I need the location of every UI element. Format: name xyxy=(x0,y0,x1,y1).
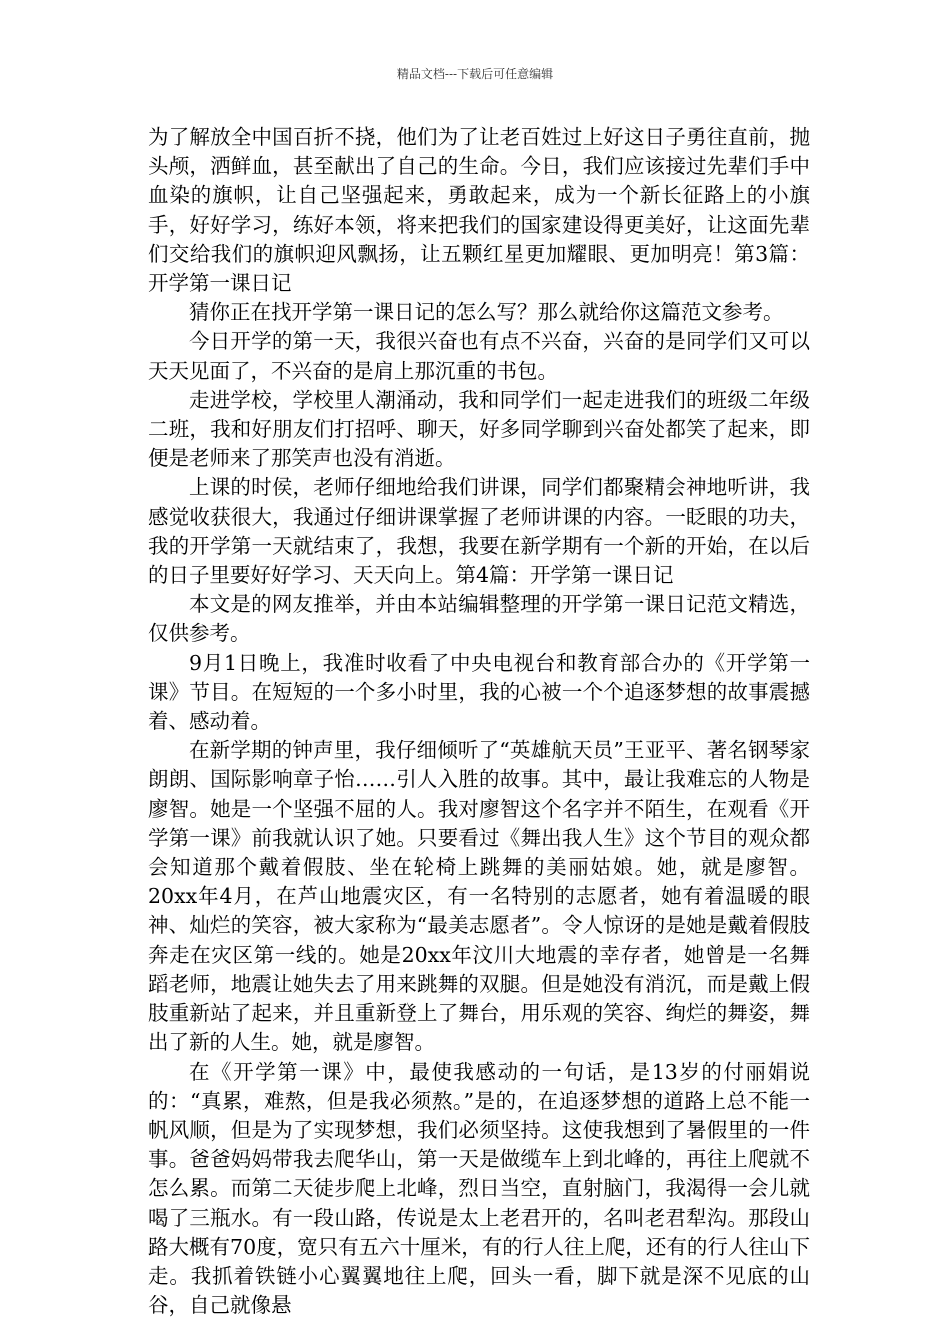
paragraph-1: 为了解放全中国百折不挠，他们为了让老百姓过上好这日子勇往直前，抛头颅，洒鲜血，甚至献出了自己的生命。今日，我们应该接过先辈们手中血染的旗帜，让自己坚强起来，勇敢起来，成为一个新长征路上的小旗手，好好学习，练好本领，将来把我们的国家建设得更美好，让这面先辈们交给我们的旗帜迎风飘扬，让五颗红星更加耀眼、更加明亮！第3篇：开学第一课日记 xyxy=(148,125,810,296)
paragraph-6: 本文是的网友推举，并由本站编辑整理的开学第一课日记范文精选，仅供参考。 xyxy=(148,592,810,646)
paragraph-4: 走进学校，学校里人潮涌动，我和同学们一起走进我们的班级二年级二班，我和好朋友们打招呼、聊天，好多同学聊到兴奋处都笑了起来，即便是老师来了那笑声也没有消逝。 xyxy=(148,387,810,471)
paragraph-2: 猜你正在找开学第一课日记的怎么写？那么就给你这篇范文参考。 xyxy=(189,300,784,325)
paragraph-8: 在新学期的钟声里，我仔细倾听了“英雄航天员”王亚平、著名钢琴家朗朗、国际影响章子怡……引人入胜的故事。其中，最让我难忘的人物是廖智。她是一个坚强不屈的人。我对廖智这个名字并不陌生，在观看《开学第一课》前我就认识了她。只要看过《舞出我人生》这个节目的观众都会知道那个戴着假肢、坐在轮椅上跳舞的美丽姑娘。她，就是廖智。20xx年4月，在芦山地震灾区，有一名特别的志愿者，她有着温暖的眼神、灿烂的笑容，被大家称为“最美志愿者”。令人惊讶的是她是戴着假肢奔走在灾区第一线的。她是20xx年汶川大地震的幸存者，她曾是一名舞蹈老师，地震让她失去了用来跳舞的双腿。但是她没有消沉，而是戴上假肢重新站了起来，并且重新登上了舞台，用乐观的笑容、绚烂的舞姿，舞出了新的人生。她，就是廖智。 xyxy=(148,738,810,1055)
paragraph-9: 在《开学第一课》中，最使我感动的一句话，是13岁的付丽娟说的：“真累，难熬，但是我必须熬。”是的，在追逐梦想的道路上总不能一帆风顺，但是为了实现梦想，我们必须坚持。这使我想到了暑假里的一件事。爸爸妈妈带我去爬华山，第一天是做缆车上到北峰的，再往上爬就不怎么累。而第二天徒步爬上北峰，烈日当空，直射脑门，我渴得一会儿就喝了三瓶水。有一段山路，传说是太上老君开的，名叫老君犁沟。那段山路大概有70度，宽只有五六十厘米，有的行人往上爬，还有的行人往山下走。我抓着铁链小心翼翼地往上爬，回头一看，脚下就是深不见底的山谷，自己就像悬 xyxy=(148,1059,810,1318)
document-body xyxy=(148,123,810,1320)
page-header-watermark: 精品文档---下载后可任意编辑 xyxy=(396,67,554,81)
paragraph-5: 上课的时侯，老师仔细地给我们讲课，同学们都聚精会神地听讲，我感觉收获很大，我通过仔细讲课掌握了老师讲课的内容。一眨眼的功夫，我的开学第一天就结束了，我想，我要在新学期有一个新的开始，在以后的日子里要好好学习、天天向上。第4篇：开学第一课日记 xyxy=(148,475,810,588)
paragraph-7: 9月1日晚上，我准时收看了中央电视台和教育部合办的《开学第一课》节目。在短短的一个多小时里，我的心被一个个追逐梦想的故事震撼着、感动着。 xyxy=(148,650,810,734)
paragraph-3: 今日开学的第一天，我很兴奋也有点不兴奋，兴奋的是同学们又可以天天见面了，不兴奋的是肩上那沉重的书包。 xyxy=(148,329,810,383)
